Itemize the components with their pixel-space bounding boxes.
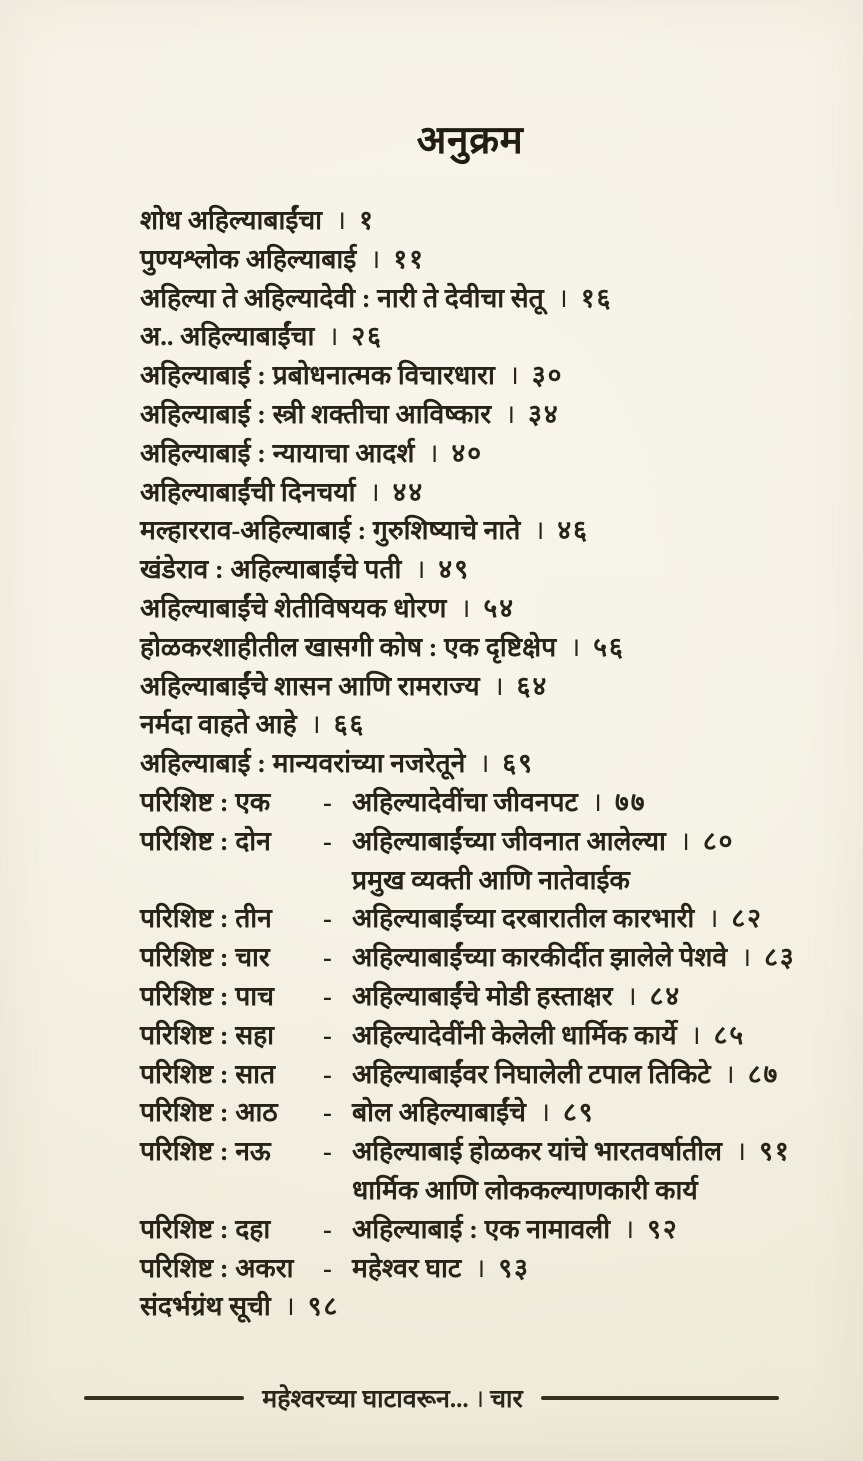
toc-entry-row [140, 1055, 823, 1094]
danda-separator: । [336, 205, 347, 235]
toc-entry [140, 1210, 823, 1249]
danda-separator: । [415, 554, 426, 585]
page-number: ३४ [528, 398, 560, 429]
page-number: ७७ [614, 786, 647, 817]
dash-separator: - [323, 1097, 332, 1128]
danda-separator: । [475, 1252, 486, 1283]
toc-entry-row [140, 1093, 823, 1132]
toc-entry [140, 511, 823, 550]
danda-separator: । [508, 360, 519, 391]
toc-entry [140, 628, 823, 667]
chapter-title: मल्हारराव-अहिल्याबाई : गुरुशिष्याचे नाते [140, 515, 521, 546]
dash-separator: - [323, 825, 332, 856]
danda-separator: । [570, 631, 581, 662]
page-number: ८४ [649, 980, 682, 1011]
toc-entry [140, 589, 823, 628]
danda-separator: । [328, 321, 339, 352]
chapter-title-continuation: धार्मिक आणि लोककल्याणकारी कार्य [352, 1174, 698, 1205]
page-number: ४९ [438, 554, 470, 585]
toc-entry [140, 783, 823, 822]
toc-entry [140, 1016, 823, 1055]
danda-separator: । [310, 709, 321, 740]
appendix-label: परिशिष्ट : दोन [140, 825, 271, 856]
chapter-title: अहिल्याबाईंचे शेतीविषयक धोरण [140, 592, 447, 623]
danda-separator: । [370, 243, 381, 274]
danda-separator: । [591, 786, 602, 817]
toc-entry-row [140, 550, 823, 589]
dash-separator: - [323, 1058, 332, 1089]
page-number: ५६ [593, 631, 625, 662]
danda-separator: । [724, 1058, 735, 1089]
footer-rule-right [541, 1396, 779, 1400]
chapter-title: अहिल्याबाई : न्यायाचा आदर्श [140, 437, 415, 468]
page-number: १ [359, 205, 375, 235]
appendix-label: परिशिष्ट : अकरा [140, 1252, 294, 1283]
toc-entry-row [140, 783, 823, 822]
page-number: ६९ [502, 748, 534, 779]
danda-separator: । [539, 1097, 550, 1128]
toc-entry [140, 705, 823, 744]
danda-separator: । [460, 592, 471, 623]
chapter-title: अहिल्याबाईंचे शासन आणि रामराज्य [140, 670, 480, 701]
toc-entry [140, 899, 823, 938]
chapter-title: अहिल्यादेवींनी केलेली धार्मिक कार्ये [352, 1019, 677, 1050]
chapter-title: अहिल्याबाई होळकर यांचे भारतवर्षातील [352, 1136, 723, 1167]
page-number: ३० [531, 360, 564, 391]
appendix-label: परिशिष्ट : दहा [140, 1213, 271, 1244]
page-number: ९८ [307, 1291, 340, 1322]
toc-entry-row [140, 240, 823, 279]
toc-entry-row [140, 1287, 823, 1326]
chapter-title: अहिल्यादेवींचा जीवनपट [352, 786, 578, 817]
chapter-title: अहिल्याबाई : मान्यवरांच्या नजरेतूने [140, 748, 466, 779]
toc-entry [140, 279, 823, 318]
toc-entry-row [140, 589, 823, 628]
chapter-title: होळकरशाहीतील खासगी कोष : एक दृष्टिक्षेप [140, 631, 557, 662]
toc-entry [140, 1249, 823, 1288]
dash-separator: - [323, 1252, 332, 1283]
chapter-title: महेश्वर घाट [352, 1252, 462, 1283]
toc-entry-row [140, 434, 823, 473]
footer-rule-left [84, 1396, 244, 1400]
chapter-title: अहिल्याबाई : स्त्री शक्तीचा आविष्कार [140, 398, 492, 429]
toc-entry-row [140, 317, 823, 356]
toc-entry-row [140, 356, 823, 395]
toc-entry-row [140, 822, 823, 861]
page-number: ८३ [764, 942, 796, 973]
chapter-title: अहिल्या ते अहिल्यादेवी : नारी ते देवीचा सेतू [140, 282, 544, 313]
chapter-title: अहिल्याबाईंच्या दरबारातील कारभारी [352, 903, 695, 934]
danda-separator: । [679, 825, 690, 856]
danda-separator: । [626, 980, 637, 1011]
toc-entry-row [140, 1210, 823, 1249]
toc-entry [140, 1132, 823, 1210]
page-title: अनुक्रम [416, 119, 524, 162]
dash-separator: - [323, 1213, 332, 1244]
appendix-label: परिशिष्ट : नऊ [140, 1136, 271, 1167]
chapter-title: संदर्भग्रंथ सूची [140, 1291, 271, 1322]
toc-entry-row [140, 899, 823, 938]
dash-separator: - [323, 1136, 332, 1167]
toc-entry [140, 201, 823, 240]
page-number: ८० [702, 825, 735, 856]
danda-separator: । [284, 1291, 295, 1322]
toc-entry [140, 317, 823, 356]
dash-separator: - [323, 903, 332, 934]
page-number: ८७ [747, 1058, 780, 1089]
danda-separator: । [624, 1213, 635, 1244]
danda-separator: । [479, 748, 490, 779]
dash-separator: - [323, 786, 332, 817]
toc-list [140, 201, 823, 1326]
page-number: ९२ [647, 1213, 679, 1244]
toc-entry-row [140, 744, 823, 783]
toc-entry-row [140, 667, 823, 706]
toc-entry [140, 550, 823, 589]
chapter-title: नर्मदा वाहते आहे [140, 709, 297, 740]
chapter-title-continuation: प्रमुख व्यक्ती आणि नातेवाईक [352, 864, 630, 895]
danda-separator: । [493, 670, 504, 701]
appendix-label: परिशिष्ट : पाच [140, 980, 274, 1011]
chapter-title: अहिल्याबाईंच्या कारकीर्दीत झालेले पेशवे [352, 942, 728, 973]
toc-entry [140, 938, 823, 977]
toc-entry-row [140, 279, 823, 318]
page-number: ८५ [713, 1019, 746, 1050]
page-number: ९१ [759, 1136, 791, 1167]
toc-entry-row [140, 473, 823, 512]
danda-separator: । [534, 515, 545, 546]
page-number: २६ [351, 321, 383, 352]
toc-entry-row [140, 1016, 823, 1055]
danda-separator: । [708, 903, 719, 934]
toc-entry [140, 1055, 823, 1094]
page-number: ८२ [731, 903, 763, 934]
appendix-label: परिशिष्ट : एक [140, 786, 271, 817]
page-footer [0, 1381, 863, 1415]
chapter-title: अहिल्याबाईंचे मोडी हस्ताक्षर [352, 980, 613, 1011]
toc-entry-row [140, 977, 823, 1016]
danda-separator: । [557, 282, 568, 313]
page-number: ६६ [333, 709, 366, 740]
danda-separator: । [369, 476, 380, 507]
chapter-title: अहिल्याबाई : प्रबोधनात्मक विचारधारा [140, 360, 495, 391]
chapter-title: बोल अहिल्याबाईंचे [352, 1097, 526, 1128]
appendix-label: परिशिष्ट : चार [140, 942, 270, 973]
page-number: ६४ [516, 670, 549, 701]
appendix-label: परिशिष्ट : आठ [140, 1097, 278, 1128]
footer-danda-separator: । [474, 1386, 485, 1413]
toc-entry [140, 473, 823, 512]
page-number: ११ [393, 243, 425, 274]
toc-entry-row [140, 938, 823, 977]
page-number: १६ [580, 282, 613, 313]
toc-entry [140, 395, 823, 434]
dash-separator: - [323, 942, 332, 973]
toc-entry [140, 240, 823, 279]
toc-entry [140, 977, 823, 1016]
danda-separator: । [428, 437, 439, 468]
danda-separator: । [505, 398, 516, 429]
page-number: ९३ [498, 1252, 530, 1283]
toc-entry-row [140, 511, 823, 550]
toc-entry-row [140, 1132, 823, 1171]
chapter-title: अहिल्याबाईंच्या जीवनात आलेल्या [352, 825, 666, 856]
toc-entry [140, 667, 823, 706]
toc-entry-row [140, 1249, 823, 1288]
chapter-title: पुण्यश्लोक अहिल्याबाई [140, 243, 357, 274]
danda-separator: । [690, 1019, 701, 1050]
dash-separator: - [323, 980, 332, 1011]
toc-entry [140, 356, 823, 395]
toc-entry [140, 1093, 823, 1132]
toc-entry [140, 744, 823, 783]
appendix-label: परिशिष्ट : सहा [140, 1019, 275, 1050]
toc-entry-row [140, 705, 823, 744]
appendix-label: परिशिष्ट : तीन [140, 903, 272, 934]
page-number: ४० [451, 437, 483, 468]
page-number: ५४ [483, 592, 516, 623]
danda-separator: । [741, 942, 752, 973]
chapter-title: अहिल्याबाई : एक नामावली [352, 1213, 611, 1244]
toc-entry [140, 1287, 823, 1326]
chapter-title: खंडेराव : अहिल्याबाईंचे पती [140, 554, 402, 585]
footer-page-label: चार [490, 1386, 523, 1413]
chapter-title: शोध अहिल्याबाईंचा [140, 205, 323, 235]
page-number: ४६ [557, 515, 589, 546]
toc-entry [140, 822, 823, 900]
chapter-title: अहिल्याबाईंवर निघालेली टपाल तिकिटे [352, 1058, 711, 1089]
toc-entry-row [140, 201, 823, 240]
toc-entry-row [140, 395, 823, 434]
footer-text [262, 1381, 522, 1415]
footer-book-title: महेश्वरच्या घाटावरून... [262, 1386, 469, 1413]
dash-separator: - [323, 1019, 332, 1050]
page-number: ४४ [392, 476, 425, 507]
toc-entry [140, 434, 823, 473]
chapter-title: अ.. अहिल्याबाईंचा [140, 321, 315, 352]
page-number: ८९ [563, 1097, 595, 1128]
appendix-label: परिशिष्ट : सात [140, 1058, 276, 1089]
toc-entry-row [140, 628, 823, 667]
chapter-title: अहिल्याबाईंची दिनचर्या [140, 476, 356, 507]
danda-separator: । [736, 1136, 747, 1167]
